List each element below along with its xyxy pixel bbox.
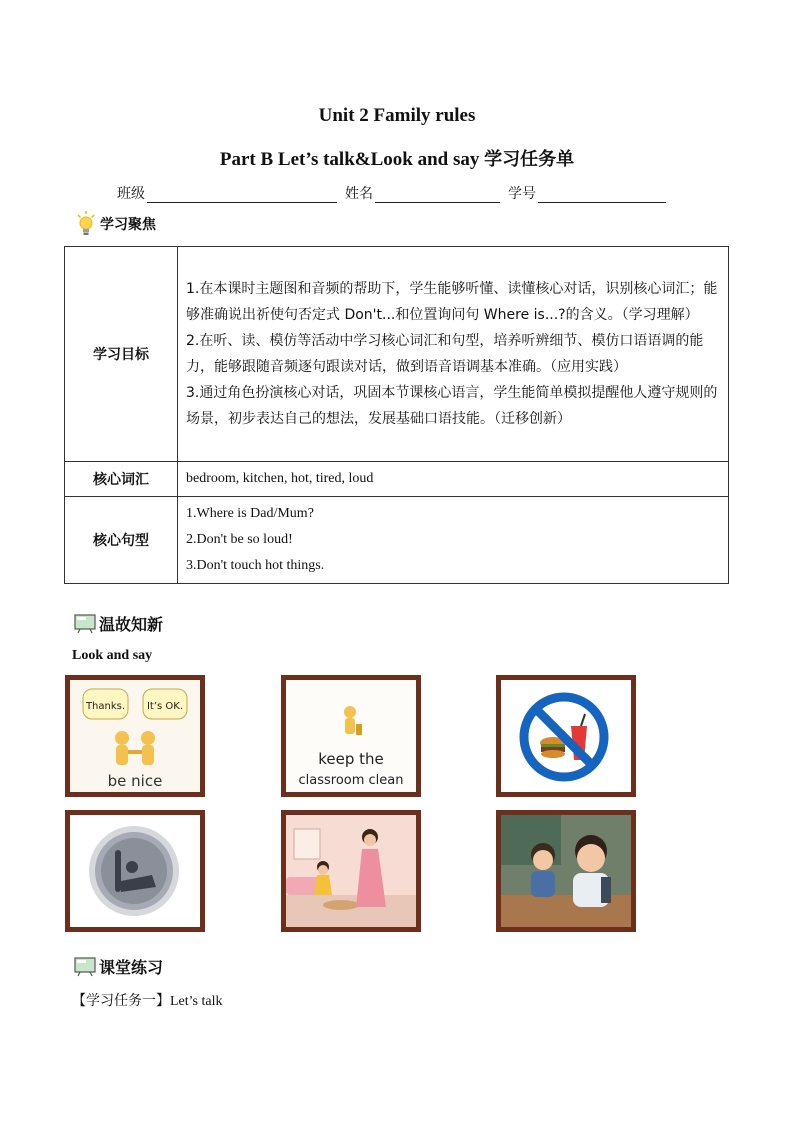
look-and-say-label: Look and say: [72, 648, 153, 663]
sentence-item: 3.Don't touch hot things.: [186, 558, 325, 573]
vocab-content: bedroom, kitchen, hot, tired, loud: [178, 462, 729, 497]
bubble-thanks: Thanks.: [85, 701, 126, 712]
name-label: 姓名: [345, 186, 373, 202]
keep-clean-illustration: [286, 680, 416, 792]
bubble-its-ok: It’s OK.: [146, 701, 184, 712]
goal-item: 2.在听、读、模仿等活动中学习核心词汇和句型，培养听辨细节、模仿口语语调的能力，能够跟随音频逐句跟读对话，做到语音语调基本准确。（应用实践）: [186, 333, 704, 375]
id-field[interactable]: [538, 186, 666, 203]
name-field[interactable]: [375, 186, 500, 203]
goals-label: 学习目标: [65, 247, 178, 462]
sentence-item: 1.Where is Dad/Mum?: [186, 506, 314, 521]
student-info-row: [117, 183, 666, 203]
blackboard-icon: [74, 957, 96, 977]
no-food-drink-icon: [501, 680, 631, 792]
picture-be-nice: [65, 675, 205, 797]
picture-no-food: [496, 675, 636, 797]
page-title: Unit 2 Family rules: [318, 105, 476, 126]
picture-quiet-sign: [65, 810, 205, 932]
focus-heading: [76, 210, 156, 238]
mother-daughter-illustration: [286, 815, 416, 927]
sentences-content: [178, 497, 729, 584]
practice-heading-text: 课堂练习: [99, 958, 164, 977]
lightbulb-icon: [76, 210, 96, 238]
picture-mother-daughter: [281, 810, 421, 932]
sentence-item: 2.Don't be so loud!: [186, 532, 293, 547]
vocab-label: 核心词汇: [65, 462, 178, 497]
sentences-row: [65, 497, 729, 584]
goals-row: [65, 247, 729, 462]
sentences-label: 核心句型: [65, 497, 178, 584]
class-field[interactable]: [147, 186, 337, 203]
review-heading: [74, 612, 163, 635]
caption-classroom-clean: classroom clean: [298, 773, 404, 788]
id-label: 学号: [508, 186, 536, 202]
picture-keep-clean: [281, 675, 421, 797]
review-heading-text: 温故知新: [99, 615, 164, 634]
resting-person-icon: [70, 815, 200, 927]
vocab-row: [65, 462, 729, 497]
class-label: 班级: [117, 186, 145, 202]
goals-content: [178, 247, 729, 462]
goal-item: 3.通过角色扮演核心对话，巩固本节课核心语言，学生能简单模拟提醒他人遵守规则的场景，初步表达自己的想法，发展基础口语技能。（迁移创新）: [186, 385, 718, 427]
learning-focus-table: [64, 246, 729, 584]
subtitle-cn: 学习任务单: [484, 149, 575, 170]
blackboard-icon: [74, 614, 96, 634]
task-one-title: Let’s talk: [170, 994, 223, 1009]
classroom-boys-illustration: [501, 815, 631, 927]
task-one-label: 【学习任务一】: [72, 993, 170, 1009]
goal-item: 1.在本课时主题图和音频的帮助下，学生能够听懂、读懂核心对话，识别核心词汇；能够准确说出祈使句否定式 Don't...和位置询问句 Where is...?的含义。（学习理解）: [186, 281, 718, 323]
practice-heading: [74, 955, 163, 978]
subtitle-en: Part B Let’s talk&Look and say: [219, 149, 480, 170]
caption-keep-the: keep the: [318, 750, 384, 768]
task-one: [72, 990, 223, 1010]
page-subtitle: [0, 145, 794, 171]
focus-heading-text: 学习聚焦: [100, 217, 156, 233]
be-nice-illustration: [70, 680, 200, 792]
picture-two-boys: [496, 810, 636, 932]
caption-be-nice: be nice: [107, 772, 163, 790]
